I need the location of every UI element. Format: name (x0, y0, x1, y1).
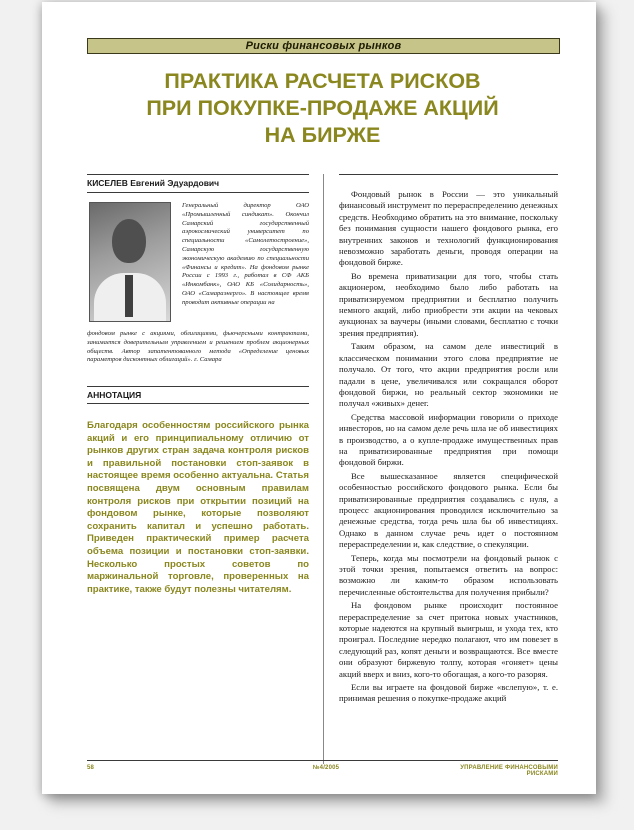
annotation-heading: АННОТАЦИЯ (87, 390, 142, 400)
article-body (339, 189, 558, 707)
issue-number: №4/2005 (312, 765, 340, 771)
footer-divider (87, 760, 558, 761)
author-bio-continued: фондовом рынке с акциями, облигациями, фьючерсными контрактами, занимается доверительным управлением и решением проблем акционерных обществ. Автор запатентованного метода «Определение ценовых параметров дисконтных облигаций». г. Самара (87, 330, 309, 364)
author-block (87, 174, 309, 193)
journal-name: УПРАВЛЕНИЕ ФИНАНСОВЫМИ РИСКАМИ (460, 765, 558, 777)
author-photo (89, 202, 171, 322)
body-paragraph: Во времена приватизации для того, чтобы стать акционером, необходимо было либо работать на приватизируемом предприятии и бесплатно получить немного акций, либо приобрести эти акции на чековых аукционах за ваучеры (иными словами, бесплатно с точки зрения предприятия). (339, 270, 558, 338)
page-number: 58 (87, 765, 95, 771)
section-rubric: Риски финансовых рынков (87, 38, 560, 54)
divider (87, 403, 309, 404)
author-name: КИСЕЛЕВ Евгений Эдуардович (87, 178, 220, 188)
title-line: НА БИРЖЕ (264, 123, 381, 147)
body-paragraph: Таким образом, на самом деле инвестиций в классическом понимании этого слова предприятие не получало. От того, что акции предприятия росли или падали в цене, увеличивался или сокращался оборот фондовой биржи, но реальный сектор экономики не получал «живых» денег. (339, 341, 558, 409)
annotation-text: Благодаря особенностям российского рынка акций и его принципиальному отличию от рынков других стран задача контроля рисков и правильной постановки стоп-заявок в настоящее время особенно актуальна. Статья посвящена двум основным правилам контроля рисков при открытии позиций на фондовом рынке, которые позволяют сохранить капитал и успешно работать. Приведен практический пример расчета объема позиции и постановки стоп-заявки. Несколько простых советов по маржинальной торговле, проверенных на практике, также будут полезны читателям. (87, 420, 309, 595)
photo-tie (125, 275, 133, 317)
article-title (87, 68, 558, 149)
body-paragraph: На фондовом рынке происходит постоянное перераспределение за счет притока новых участников, которые надеются на крупный выигрыш, и ухода тех, кто проиграл. Последние нередко полагают, что им повезет в следующий раз, копят деньги и возвращаются. Все вместе они образуют биржевую толпу, которая «гоняет» цены акций вверх и вниз, кого-то обогащая, а кого-то разоряя. (339, 600, 558, 679)
divider (87, 386, 309, 387)
body-top-rule (339, 174, 558, 175)
body-paragraph: Если вы играете на фондовой бирже «вслепую», т. е. принимая решения о покупке-продаже акций (339, 682, 558, 704)
divider (87, 192, 309, 193)
magazine-page (42, 2, 596, 794)
divider (87, 174, 309, 175)
author-bio: Генеральный директор ОАО «Промышленный синдикат». Окончил Самарский государственный аэрокосмический университет по специальности «Самолетостроение», Самарскую государственную экономическую академию по специальности «Финансы и кредит». На фондовом рынке России с 1993 г., работал в СФ АКБ «Инкомбанк», ОАО КБ «Солидарность», ОАО «Самараэнерго». В настоящее время проводит активные операции на (182, 202, 309, 306)
photo-head (112, 219, 146, 263)
title-line: ПРИ ПОКУПКЕ-ПРОДАЖЕ АКЦИЙ (146, 96, 499, 120)
body-paragraph: Теперь, когда мы посмотрели на фондовый рынок с этой точки зрения, попытаемся ответить на вопрос: возможно ли каким-то образом использовать перечисленные обстоятельства для получения прибыли? (339, 552, 558, 597)
body-paragraph: Средства массовой информации говорили о приходе инвесторов, но на самом деле речь шла не об инвестициях в производство, а о купле-продаже имущественных прав на приватизированные предприятия при помощи фондовой биржи. (339, 411, 558, 468)
body-paragraph: Фондовый рынок в России — это уникальный финансовый инструмент по перераспределению денежных средств. Необходимо обратить на это внимание, поскольку без понимания сущности нашего фондового рынка, его внутренних законов и технологий функционирования невозможно заработать деньги, проводя операции на фондовой бирже. (339, 189, 558, 268)
body-paragraph: Все вышесказанное является специфической особенностью российского фондового рынка. Если бы приватизированные предприятия создавались с нуля, а процесс акционирования проводился исключительно за денежные средства, тогда речь шла бы об инвестициях. Однако в данном случае речь идет о постоянном перераспределении и, как следствие, о спекуляции. (339, 470, 558, 550)
divider (339, 174, 558, 175)
annotation-header (87, 386, 309, 404)
column-divider (323, 174, 324, 764)
title-line: ПРАКТИКА РАСЧЕТА РИСКОВ (164, 69, 481, 93)
